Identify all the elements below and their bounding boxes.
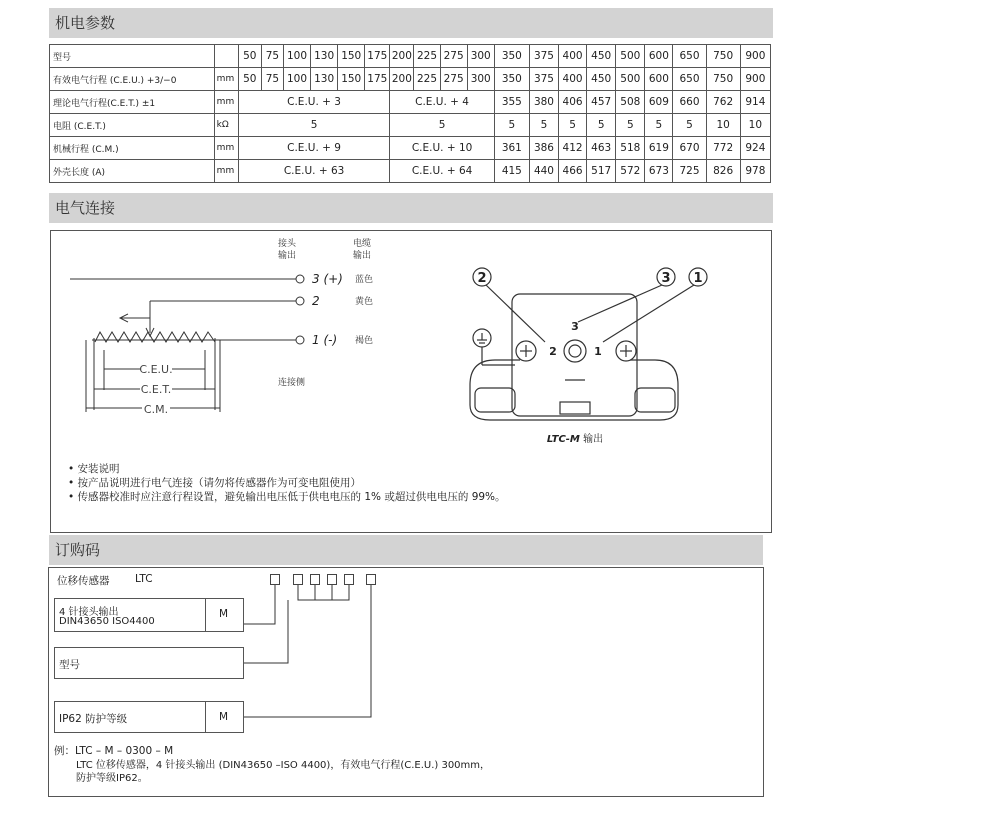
param-cell: 50 [238, 45, 261, 68]
note-2: • 按产品说明进行电气连接（请勿将传感器作为可变电阻使用） [68, 477, 362, 489]
order-box-model-label: 型号 [59, 659, 80, 671]
param-cell: 361 [494, 137, 529, 160]
param-cell: 517 [587, 160, 616, 183]
param-cell: 914 [740, 91, 770, 114]
param-cell: 609 [645, 91, 673, 114]
param-cell: 572 [616, 160, 645, 183]
param-cell: C.E.U. + 10 [390, 137, 494, 160]
param-cell: 725 [673, 160, 706, 183]
ceu-label: C.E.U. [139, 363, 173, 376]
pin-header: 接头 [278, 239, 297, 249]
inner-pin-1: 1 [594, 345, 602, 358]
order-code: LTC [135, 573, 153, 585]
param-cell: 386 [529, 137, 558, 160]
param-cell: 400 [559, 45, 587, 68]
param-cell: 5 [238, 114, 390, 137]
param-cell: 450 [587, 45, 616, 68]
param-label: 电阻 (C.E.T.) [50, 114, 215, 137]
section-title-order: 订购码 [49, 535, 763, 565]
callout-3: 3 [661, 271, 671, 286]
param-cell: 150 [338, 68, 365, 91]
section-title-params: 机电参数 [49, 8, 773, 38]
order-box-connector-code: M [219, 608, 229, 620]
order-box-ip [54, 701, 244, 733]
param-cell: 225 [414, 45, 440, 68]
pin-3-color: 蓝色 [355, 275, 374, 285]
callout-2: 2 [477, 271, 487, 286]
param-cell: 5 [390, 114, 494, 137]
pin-1-color: 褐色 [355, 336, 374, 346]
param-cell: 457 [587, 91, 616, 114]
param-cell: C.E.U. + 4 [390, 91, 494, 114]
param-cell: 5 [673, 114, 706, 137]
param-cell: 673 [645, 160, 673, 183]
param-cell: 900 [740, 45, 770, 68]
param-cell: 670 [673, 137, 706, 160]
param-cell: 5 [587, 114, 616, 137]
param-cell: 406 [559, 91, 587, 114]
order-example-line3: 防护等级IP62。 [76, 773, 148, 784]
param-cell: C.E.U. + 64 [390, 160, 494, 183]
param-cell: 619 [645, 137, 673, 160]
param-unit: mm [214, 160, 238, 183]
param-cell: 75 [261, 45, 283, 68]
param-cell: 518 [616, 137, 645, 160]
param-cell: 772 [706, 137, 740, 160]
param-cell: 826 [706, 160, 740, 183]
param-cell: 900 [740, 68, 770, 91]
param-cell: 275 [440, 45, 467, 68]
param-cell: 375 [529, 68, 558, 91]
param-cell: 10 [706, 114, 740, 137]
param-label: 有效电气行程 (C.E.U.) +3/−0 [50, 68, 215, 91]
param-cell: 275 [440, 68, 467, 91]
param-cell: 463 [587, 137, 616, 160]
param-cell: 175 [365, 68, 390, 91]
param-label: 外壳长度 (A) [50, 160, 215, 183]
cm-label: C.M. [143, 403, 169, 416]
pin-2-label: 2 [312, 294, 320, 308]
param-cell: 466 [559, 160, 587, 183]
param-cell: 50 [238, 68, 261, 91]
param-cell: 10 [740, 114, 770, 137]
order-box-connector [54, 598, 244, 632]
param-cell: 5 [616, 114, 645, 137]
param-cell: 200 [390, 68, 414, 91]
param-cell: 415 [494, 160, 529, 183]
order-example-line1: 例：LTC – M – 0300 – M [54, 745, 174, 757]
param-cell: 500 [616, 68, 645, 91]
param-cell: 762 [706, 91, 740, 114]
param-cell: 100 [283, 68, 310, 91]
param-unit: kΩ [214, 114, 238, 137]
order-example-line2: LTC 位移传感器，4 针接头输出 (DIN43650 –ISO 4400)，有效电气行程(C.E.U.) 300mm， [76, 760, 491, 771]
connector-caption: LTC-M 输出 [546, 434, 604, 445]
param-cell: 300 [467, 68, 494, 91]
param-cell: 100 [283, 45, 310, 68]
order-product: 位移传感器 [57, 575, 110, 587]
order-box-connector-line1: 4 针接头输出 [59, 607, 119, 618]
note-1: • 安装说明 [68, 463, 120, 475]
param-cell: 150 [338, 45, 365, 68]
param-unit: mm [214, 91, 238, 114]
param-cell: 508 [616, 91, 645, 114]
pin-header-2: 输出 [278, 251, 297, 261]
pin-3-label: 3 (+) [312, 272, 343, 286]
param-cell: 375 [529, 45, 558, 68]
cable-header: 电缆 [353, 239, 372, 249]
order-box-ip-code: M [219, 711, 229, 723]
param-cell: 75 [261, 68, 283, 91]
param-label: 理论电气行程(C.E.T.) ±1 [50, 91, 215, 114]
connection-side-label: 连接侧 [278, 378, 306, 388]
inner-pin-2: 2 [549, 345, 557, 358]
param-cell: 5 [529, 114, 558, 137]
param-cell: 500 [616, 45, 645, 68]
order-box-model [54, 647, 244, 679]
param-cell: 130 [311, 45, 338, 68]
param-cell: 130 [311, 68, 338, 91]
param-cell: C.E.U. + 3 [238, 91, 390, 114]
param-cell: 225 [414, 68, 440, 91]
callout-1: 1 [693, 271, 703, 286]
param-cell: 750 [706, 68, 740, 91]
param-cell: 650 [673, 45, 706, 68]
param-cell: 400 [559, 68, 587, 91]
param-cell: 300 [467, 45, 494, 68]
param-cell: 350 [494, 68, 529, 91]
order-box-connector-line2: DIN43650 ISO4400 [59, 616, 155, 627]
param-cell: 5 [559, 114, 587, 137]
cet-label: C.E.T. [140, 383, 172, 396]
param-unit: mm [214, 137, 238, 160]
pin-1-label: 1 (-) [312, 333, 338, 347]
param-label: 型号 [50, 45, 215, 68]
inner-pin-3: 3 [571, 320, 579, 333]
section-title-connection: 电气连接 [49, 193, 773, 223]
param-cell: 380 [529, 91, 558, 114]
note-3: • 传感器校准时应注意行程设置，避免输出电压低于供电电压的 1% 或超过供电电压的 99%。 [68, 491, 506, 503]
param-unit: mm [214, 68, 238, 91]
param-cell: 450 [587, 68, 616, 91]
param-cell: 350 [494, 45, 529, 68]
param-cell: 750 [706, 45, 740, 68]
param-cell: 175 [365, 45, 390, 68]
param-cell: 412 [559, 137, 587, 160]
param-cell: 5 [645, 114, 673, 137]
param-label: 机械行程 (C.M.) [50, 137, 215, 160]
param-cell: 650 [673, 68, 706, 91]
order-box-ip-label: IP62 防护等级 [59, 713, 128, 725]
param-cell: 978 [740, 160, 770, 183]
param-cell: 5 [494, 114, 529, 137]
param-cell: C.E.U. + 63 [238, 160, 390, 183]
param-cell: 660 [673, 91, 706, 114]
param-cell: 600 [645, 68, 673, 91]
cable-header-2: 输出 [353, 251, 372, 261]
param-cell: 600 [645, 45, 673, 68]
param-cell: 924 [740, 137, 770, 160]
param-cell: 440 [529, 160, 558, 183]
param-cell: C.E.U. + 9 [238, 137, 390, 160]
pin-2-color: 黄色 [355, 297, 374, 307]
param-cell: 355 [494, 91, 529, 114]
param-cell: 200 [390, 45, 414, 68]
